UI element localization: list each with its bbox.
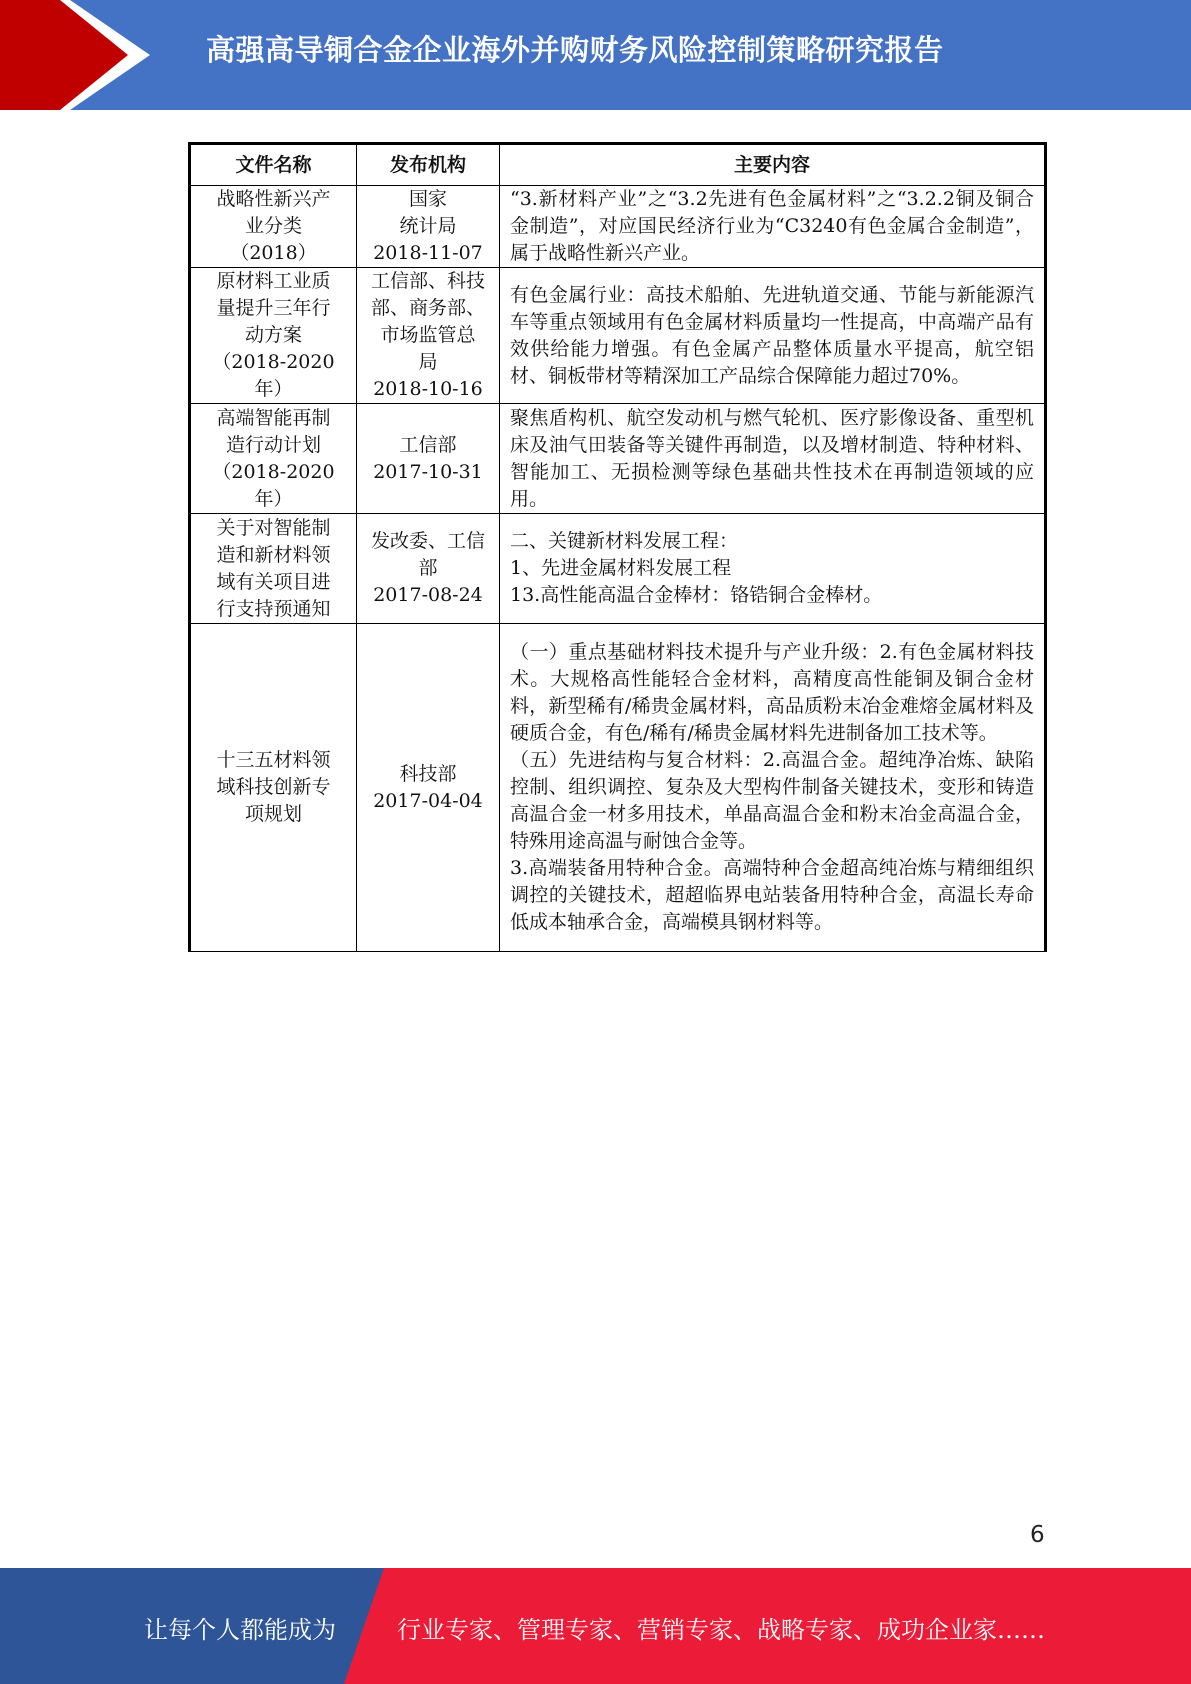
document-name-cell: 关于对智能制 造和新材料领 域有关项目进 行支持预通知 — [190, 514, 357, 624]
footer-banner — [0, 1568, 1191, 1684]
document-name-cell: 十三五材料领 域科技创新专 项规划 — [190, 624, 357, 952]
document-name-cell: 战略性新兴产 业分类 （2018） — [190, 186, 357, 268]
content-line: 1、先进金属材料发展工程 — [510, 557, 732, 579]
document-name-cell: 高端智能再制 造行动计划 （2018-2020年） — [190, 404, 357, 514]
content-line: 13.高性能高温合金棒材：铬锆铜合金棒材。 — [510, 584, 883, 606]
content-cell: “3.新材料产业”之“3.2先进有色金属材料”之“3.2.2铜及铜合金制造”，对应国民经济行业为“C3240有色金属合金制造”，属于战略性新兴产业。 — [500, 186, 1046, 268]
table-row — [190, 268, 1046, 404]
content-cell — [500, 514, 1046, 624]
table-row — [190, 404, 1046, 514]
report-title: 高强高导铜合金企业海外并购财务风险控制策略研究报告 — [206, 33, 944, 67]
issuer-cell: 工信部、科技 部、商务部、 市场监管总 局 2018-10-16 — [357, 268, 500, 404]
content-cell — [500, 624, 1046, 952]
issuer-cell: 国家 统计局 2018-11-07 — [357, 186, 500, 268]
column-header-issuer: 发布机构 — [357, 144, 500, 186]
content-cell: 有色金属行业：高技术船舶、先进轨道交通、节能与新能源汽车等重点领域用有色金属材料质量均一性提高，中高端产品有效供给能力增强。有色金属产品整体质量水平提高，航空铝材、铜板带材等精深加工产品综合保障能力超过70%。 — [500, 268, 1046, 404]
footer-slogan-right: 行业专家、管理专家、营销专家、战略专家、成功企业家…… — [397, 1616, 1045, 1644]
column-header-name: 文件名称 — [190, 144, 357, 186]
table-row — [190, 624, 1046, 952]
footer-slogan-left: 让每个人都能成为 — [144, 1616, 336, 1644]
content-paragraph: （五）先进结构与复合材料：2.高温合金。超纯净冶炼、缺陷控制、组织调控、复杂及大型构件制备关键技术，变形和铸造高温合金一材多用技术，单晶高温合金和粉末冶金高温合金，特殊用途高温与耐蚀合金等。 — [510, 749, 1034, 852]
policy-table — [188, 142, 1047, 952]
page-number: 6 — [1030, 1522, 1045, 1548]
table-row — [190, 186, 1046, 268]
header-banner — [0, 0, 1191, 110]
content-line: 二、关键新材料发展工程： — [510, 530, 739, 552]
document-name-cell: 原材料工业质 量提升三年行 动方案 （2018-2020年） — [190, 268, 357, 404]
table-header-row — [190, 144, 1046, 186]
issuer-cell: 发改委、工信 部 2017-08-24 — [357, 514, 500, 624]
table-row — [190, 514, 1046, 624]
content-paragraph: 3.高端装备用特种合金。高端特种合金超高纯冶炼与精细组织调控的关键技术，超超临界电站装备用特种合金，高温长寿命低成本轴承合金，高端模具钢材料等。 — [510, 857, 1034, 933]
column-header-content: 主要内容 — [500, 144, 1046, 186]
issuer-cell: 工信部 2017-10-31 — [357, 404, 500, 514]
issuer-cell: 科技部 2017-04-04 — [357, 624, 500, 952]
content-cell: 聚焦盾构机、航空发动机与燃气轮机、医疗影像设备、重型机床及油气田装备等关键件再制造，以及增材制造、特种材料、智能加工、无损检测等绿色基础共性技术在再制造领域的应用。 — [500, 404, 1046, 514]
header-arrow-decoration — [0, 0, 150, 110]
content-paragraph: （一）重点基础材料技术提升与产业升级：2.有色金属材料技术。大规格高性能轻合金材料，高精度高性能铜及铜合金材料，新型稀有/稀贵金属材料，高品质粉末冶金难熔金属材料及硬质合金，有色/稀有/稀贵金属材料先进制备加工技术等。 — [510, 641, 1034, 744]
